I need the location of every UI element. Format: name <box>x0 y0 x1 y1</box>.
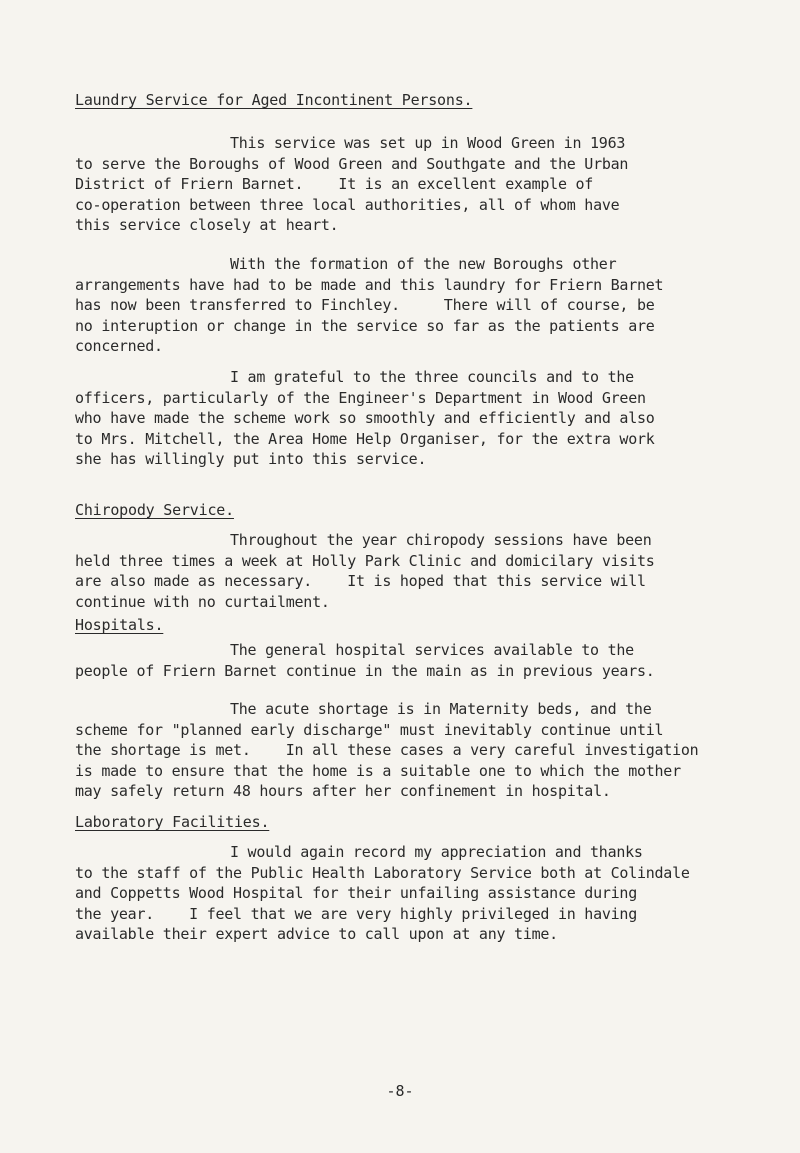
text-line: The general hospital services available to the <box>230 641 634 659</box>
text-line: has now been transferred to Finchley. There will of course, be <box>75 296 655 314</box>
text-line: is made to ensure that the home is a suitable one to which the mother <box>75 761 681 780</box>
text-line: I am grateful to the three councils and to the <box>230 368 634 386</box>
paragraph-hospitals-2 <box>75 699 775 802</box>
paragraph-laboratory-1 <box>75 842 775 945</box>
text-line: may safely return 48 hours after her confinement in hospital. <box>75 782 611 800</box>
text-line: held three times a week at Holly Park Clinic and domicilary visits <box>75 551 655 570</box>
text-line: With the formation of the new Boroughs other <box>230 255 617 273</box>
text-line: scheme for "planned early discharge" must inevitably continue until <box>75 720 664 739</box>
text-line: to Mrs. Mitchell, the Area Home Help Organiser, for the extra work <box>75 429 655 448</box>
text-line: no interuption or change in the service so far as the patients are <box>75 316 655 335</box>
text-line: The acute shortage is in Maternity beds, and the <box>230 700 652 718</box>
text-line: continue with no curtailment. <box>75 592 330 611</box>
text-line: arrangements have had to be made and this laundry for Friern Barnet <box>75 275 664 294</box>
text-line: who have made the scheme work so smoothly and efficiently and also <box>75 409 655 427</box>
paragraph-laundry-3 <box>75 367 775 470</box>
text-line: she has willingly put into this service. <box>75 450 427 468</box>
heading-laboratory-facilities: Laboratory Facilities. <box>75 813 270 831</box>
text-line: are also made as necessary. It is hoped that this service will <box>75 572 646 590</box>
text-line: the year. I feel that we are very highly privileged in having <box>75 904 637 923</box>
heading-laundry-service: Laundry Service for Aged Incontinent Persons. <box>75 91 473 109</box>
text-line: to serve the Boroughs of Wood Green and Southgate and the Urban <box>75 154 629 173</box>
paragraph-laundry-1 <box>75 133 775 236</box>
text-line: co-operation between three local authorities, all of whom have <box>75 195 620 214</box>
text-line: the shortage is met. In all these cases a very careful investigation <box>75 741 699 759</box>
text-line: to the staff of the Public Health Laboratory Service both at Colindale <box>75 863 690 882</box>
heading-hospitals: Hospitals. <box>75 616 164 634</box>
paragraph-laundry-2 <box>75 254 775 357</box>
text-line: Throughout the year chiropody sessions have been <box>230 531 652 549</box>
text-line: I would again record my appreciation and thanks <box>230 843 643 861</box>
text-line: people of Friern Barnet continue in the main as in previous years. <box>75 661 655 680</box>
text-line: concerned. <box>75 337 163 355</box>
paragraph-hospitals-1 <box>75 640 775 681</box>
heading-chiropody-service: Chiropody Service. <box>75 501 234 519</box>
page-number: -8- <box>386 1082 414 1100</box>
paragraph-chiropody-1 <box>75 530 775 612</box>
text-line: this service closely at heart. <box>75 216 339 234</box>
text-line: officers, particularly of the Engineer's Department in Wood Green <box>75 388 646 407</box>
text-line: This service was set up in Wood Green in 1963 <box>230 134 626 152</box>
text-line: and Coppetts Wood Hospital for their unfailing assistance during <box>75 884 637 902</box>
text-line: District of Friern Barnet. It is an excellent example of <box>75 175 594 193</box>
text-line: available their expert advice to call upon at any time. <box>75 925 558 943</box>
